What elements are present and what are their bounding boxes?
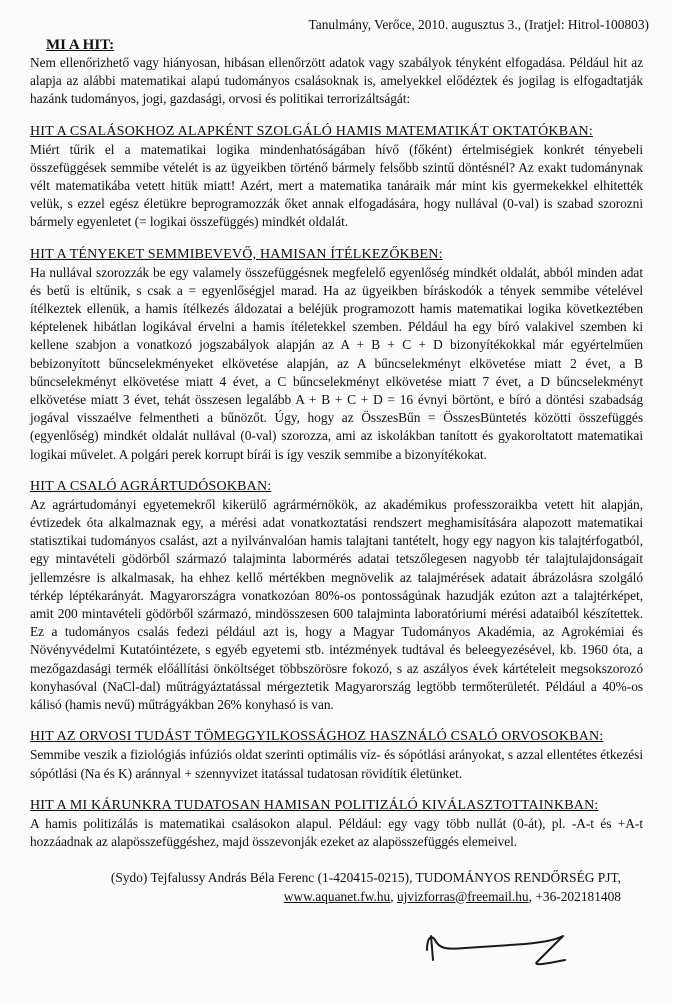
- section-heading-agrarian-scientists: HIT A CSALÓ AGRÁRTUDÓSOKBAN:: [30, 478, 272, 494]
- phone-number: , +36-202181408: [528, 888, 621, 904]
- author-line: (Sydo) Tejfalussy András Béla Ferenc (1-420415-0215), TUDOMÁNYOS RENDŐRSÉG PJT,: [110, 870, 621, 886]
- handwritten-signature: [405, 920, 605, 970]
- section-heading-math-teachers: HIT A CSALÁSOKHOZ ALAPKÉNT SZOLGÁLÓ HAMIS MATEMATIKÁT OKTATÓKBAN:: [30, 123, 593, 139]
- document-title: MI A HIT:: [46, 37, 115, 53]
- section-body-politicians: A hamis politizálás is matematikai csalásokon alapul. Például: egy vagy több nullát (0-át), pl. -A-t és +A-t hozzáadnak az alapösszefüggéshez, majd összevonják ezeket az alapösszefüggés elemeivel.: [30, 815, 643, 849]
- section-heading-doctors: HIT AZ ORVOSI TUDÁST TÖMEGGYILKOSSÁGHOZ HASZNÁLÓ CSALÓ ORVOSOKBAN:: [30, 729, 604, 745]
- section-body-math-teachers: Miért tűrik el a matematikai logika mindenhatóságában hívő (főként) értelmiségiek konkrét tényebeli összefüggések semmibe vételét is az ügyeikben történő bármely felsőbb szintű döntésnél? Az exakt tudománynak vélt matematikába vetett hitük miatt! Azért, mert a matematika tanáraik már mint kis gyermekekkel elhitették velük, s ezzel egész életükre beprogramozzák őket annak elfogadására, hogy nullával (0-val) is szabad szorozni bármely egyenletet (= logikai összefüggés) mindkét oldalát.: [30, 141, 643, 230]
- contact-line: www.aquanet.fw.hu, ujvizforras@freemail.hu, +36-202181408: [283, 888, 621, 904]
- section-heading-politicians: HIT A MI KÁRUNKRA TUDATOSAN HAMISAN POLITIZÁLÓ KIVÁLASZTOTTAINKBAN:: [30, 797, 599, 813]
- section-body-judges: Ha nullával szorozzák be egy valamely összefüggésnek megfelelő egyenlőség mindkét oldalát, abból minden adat és betű is eltűnik, s csak a = egyenlőségjel marad. Ha az ügyeikben bíráskodók a tények semmibe vételével ítélkeztek ellenük, a hamis ítélkezés áldozatai a beléjük programozott hamis matematikai logika következtében képtelenek hibátlan logikával érvelni a hamis ítéletekkel szemben. Például ha egy bíró valakivel szemben ki kellene szabjon a vonatkozó jogszabályok alapján az A + B + C + D bizonyítékokkal már egyértelműen bebizonyított bűncselekményeket elkövetése alapján, az A bűncselekményt elkövetése miatt 2 évet, a B bűncselekményt elkövetése miatt 4 évet, a C bűncselekményt elkövetése miatt 7 évet, a D bűncselekményt elkövetése miatt 3 évet, tehát összesen legalább A + B + C + D = 16 évnyi börtönt, e bíró a döntési szabadság jogával visszaélve felmentheti a bűnözőt. Úgy, hogy az ÖsszesBűn = ÖsszesBüntetés közötti összefüggés (egyenlőség) mindkét oldalát nullával (0-val) szorozza, ami az iskolákban tanított és gyakoroltatott matematikai logikai művelet. A polgári perek korrupt bírái is így veszik semmibe a bizonyítékokat.: [30, 264, 643, 462]
- intro-paragraph: Nem ellenőrizhető vagy hiányosan, hibásan ellenőrzött adatok vagy szabályok tényként elfogadása. Például hit az alapja az alábbi matematikai alapú tudományos csalásoknak is, amelyekkel elődéztek és jogilag is elfogadtatják hazánk tudományos, jogi, gazdasági, orvosi és politikai terrorizáltságát:: [30, 55, 643, 107]
- author-signature-block: [30, 869, 621, 906]
- document-header: Tanulmány, Verőce, 2010. augusztus 3., (Iratjel: Hitrol-100803): [308, 17, 649, 32]
- section-body-doctors: Semmibe veszik a fiziológiás infúziós oldat szerinti optimális víz- és sópótlási arányokat, s azzal ellentétes étkezési sópótlási (Na és K) aránnyal + szennyvizet itatással tudatosan rövidítik életünket.: [30, 747, 643, 781]
- section-heading-judges: HIT A TÉNYEKET SEMMIBEVEVŐ, HAMISAN ÍTÉLKEZŐKBEN:: [30, 246, 443, 262]
- website-link[interactable]: www.aquanet.fw.hu: [283, 888, 391, 904]
- section-body-agrarian-scientists: Az agrártudományi egyetemekről kikerülő agrármérnökök, az akadémikus professzoraikba vetett hit alapján, évtizedek óta alkalmaznak egy, a mérési adat vonatkoztatási rendszert meghamisítására alapozott matematikai statisztikai tudományos csalást, azt a nyilvánvalóan hamis talajtani tantételt, hogy egy nagyon kis talajtérfogatból, egy mintavételi gödörből származó talajminta labormérés adatai tetszőlegesen nagyobb tér talajtulajdonságait jellemzésre is alkalmasak, ha ehhez kellő mértékben megnövelik az talajmérések adatait ábrázolásra szolgáló térkép léptékarányát. Magyarországra vonatkozóan 80%-os pontosságúnak hazudják ezúton azt a talajtérképet, amit 200 mintavételi gödörből származó, mindösszesen 600 talajminta laboratóriumi mérési adataiból készítettek. Ez a tudományos csalás fedezi például azt is, hogy a Magyar Tudományos Akadémia, az Agrokémiai és Növényvédelmi Kutatóintézete, s egyéb egyetemi stb. intézmények tudtával és beleegyezésével, kb. 1960 óta, a mezőgazdasági termék előállítási önköltséget többszörösre fokozó, s az aszályos évek kártételeit megsokszorozó konyhasóval (NaCl-dal) műtrágyáztatással mérgeztetik Magyarország legtöbb termőterületét. Például a 40%-os kálisó (hamis nevű) műtrágyákban 26% konyhasó is van.: [30, 496, 643, 713]
- email-link[interactable]: ujvizforras@freemail.hu: [396, 888, 529, 904]
